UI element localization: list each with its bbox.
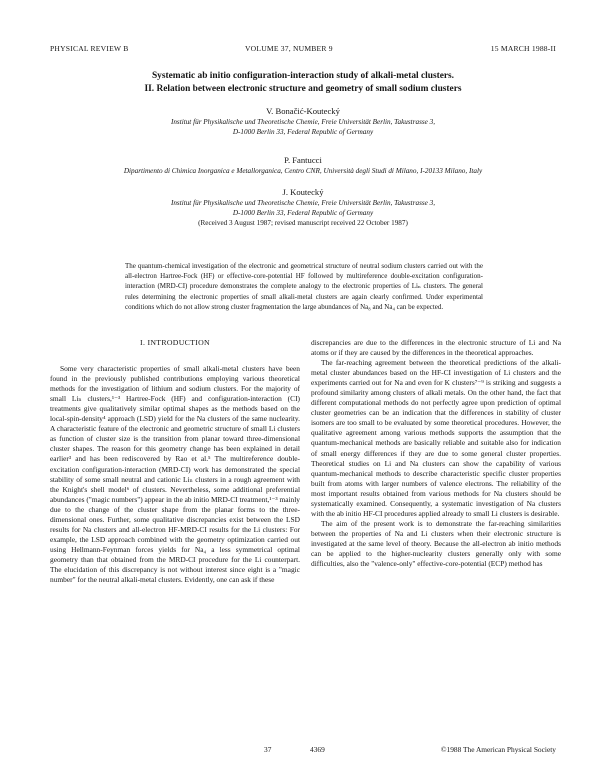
author-name: V. Bonačić-Koutecký: [266, 106, 340, 116]
page-footer: [50, 745, 556, 757]
author-name: P. Fantucci: [284, 155, 322, 165]
author-affiliation: D-1000 Berlin 33, Federal Republic of Germany: [232, 128, 374, 136]
journal-name: PHYSICAL REVIEW B: [50, 44, 129, 53]
body-paragraph: Some very characteristic properties of small alkali-metal clusters have been found in the previously published contributions employing various theoretical methods for the investigation of lithium and sodium clusters. For the majority of small Liₙ clusters,¹⁻³ Hartree-Fock (HF) and configuration-interaction (CI) treatments give qualitatively similar optimal shapes as the methods based on the local-spin-density⁴ approach (LSD) yield for the Na clusters of the same nuclearity. A characteristic feature of the electronic and geometric structure of small Li clusters as function of cluster size is the transition from planar toward three-dimensional cluster shapes. The reason for this geometry change has been explained in detail earlier³ and has been rediscovered by Rao et al.⁵ The multireference double-excitation configuration-interaction (MRD-CI) work has demonstrated the special stability of some small neutral and cationic Liₙ clusters in a rough agreement with the Knight's shell model⁶ of clusters. Nevertheless, some additional preferential abundances ("magic numbers") appear in the ab initio MRD-CI treatment,¹⁻³ mainly due to the change of the cluster shape from the planar forms to the three-dimensional ones. Further, some qualitative discrepancies exist between the LSD results for Na clusters and all-electron HF-MRD-CI results for the Li clusters: For example, the LSD approach combined with the geometry optimization carried out using Hellmann-Feynman forces yields for Na₄ a less symmetrical optimal geometry than that obtained from the MRD-CI procedure for the Li counterpart. The elucidation of this discrepancy is not without interest since eight is a "magic number" for the neutral alkali-metal clusters. Evidently, one can ask if these: [50, 364, 300, 585]
title-line-1: Systematic ab initio configuration-interaction study of alkali-metal clusters.: [151, 71, 455, 81]
author-block-3: [70, 187, 536, 228]
abstract-text: The quantum-chemical investigation of the electronic and geometrical structure of neutral sodium clusters carried out with the all-electron Hartree-Fock (HF) or effective-core-potential HF followed by multireference double-excitation configuration-interaction (MRD-CI) procedure demonstrates the complete analogy to the electronic properties of Liₙ clusters. The general rules determining the electronic properties of small alkali-metal clusters are again clearly confirmed. Under experimental conditions which do not allow strong cluster fragmentation the large abundances of Na₈ and Na₄ can be expected.: [125, 262, 483, 311]
body-paragraph: The far-reaching agreement between the theoretical predictions of the alkali-metal cluster abundances based on the HF-CI investigation of Li clusters and the experiments carried out for Na and even for K clusters⁷⁻⁹ is striking and suggests a profound similarity among clusters of alkali metals. On the other hand, the fact that different computational methods do not perfectly agree upon prediction of optimal cluster geometries can be an indication that the differences in stability of cluster isomers are too small to be evaluated by some theoretical procedures. However, the qualitative agreement among various methods supports the assumption that the quantum-mechanical methods are basically reliable and suitable also for indication of small energy differences if they are due to some general cluster properties. Theoretical studies on Li and Na clusters can show the capability of various quantum-mechanical methods to describe characteristic specific cluster properties built from atoms with larger numbers of valence electrons. The reliability of the most important results obtained from various methods for Na clusters should be systematically examined. Consequently, a systematic investigation of Na clusters with the ab initio HF-CI procedures applied already to small Li clusters is desirable.: [311, 358, 561, 518]
footer-volume: 37: [264, 745, 272, 754]
body-paragraph: discrepancies are due to the differences in the electronic structure of Li and Na atoms or if they are caused by the differences in the theoretical approaches.: [311, 338, 561, 358]
author-name: J. Koutecký: [282, 187, 324, 197]
author-block-2: [70, 155, 536, 176]
received-dates: (Received 3 August 1987; revised manuscript received 22 October 1987): [198, 219, 408, 227]
title-line-2: II. Relation between electronic structure and geometry of small sodium clusters: [144, 83, 462, 94]
running-header: [50, 44, 556, 56]
right-column: [311, 338, 561, 569]
volume-number: VOLUME 37, NUMBER 9: [245, 44, 333, 53]
author-affiliation: Institut für Physikalische und Theoretische Chemie, Freie Universität Berlin, Takustrasse 3,: [170, 199, 436, 207]
left-column: [50, 338, 300, 585]
copyright: ©1988 The American Physical Society: [440, 745, 556, 754]
author-affiliation: D-1000 Berlin 33, Federal Republic of Germany: [232, 209, 374, 217]
author-affiliation: Institut für Physikalische und Theoretische Chemie, Freie Universität Berlin, Takustrasse 3,: [170, 118, 436, 126]
body-paragraph: The aim of the present work is to demonstrate the far-reaching similarities between the properties of Na and Li clusters when their electronic structure is investigated at the same level of theory. Because the all-electron ab initio methods can be applied to the higher-nuclearity clusters generally only with some difficulties, also the "valence-only" effective-core-potential (ECP) method has: [311, 518, 561, 569]
author-block-1: [70, 106, 536, 137]
abstract: [125, 261, 483, 312]
article-title: [60, 70, 546, 95]
page-number: 4369: [310, 745, 325, 754]
section-heading: I. INTRODUCTION: [140, 338, 210, 347]
issue-date: 15 MARCH 1988-II: [490, 44, 556, 53]
author-affiliation: Dipartimento di Chimica Inorganica e Metallorganica, Centro CNR, Università degli Studi di Milano, I-20133 Milano, Italy: [123, 167, 483, 175]
